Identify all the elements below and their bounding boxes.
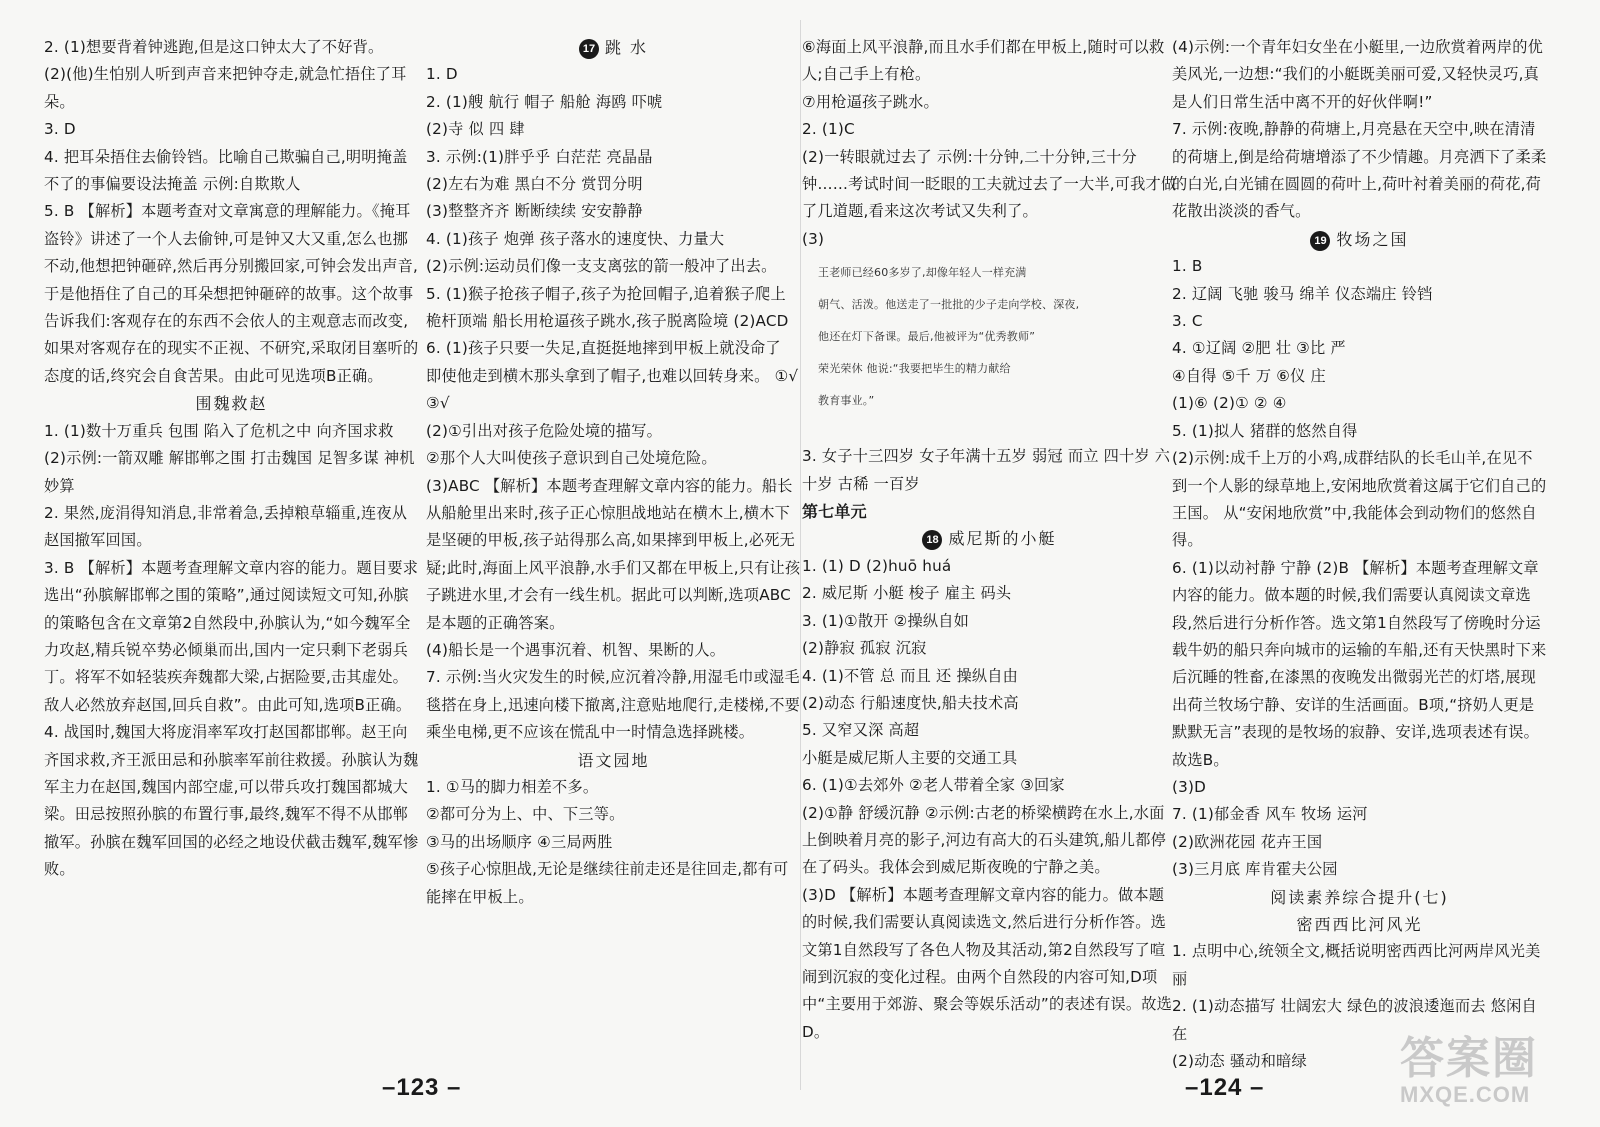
proofreading-figure <box>818 257 1148 437</box>
figure-line: 教育事业。” <box>818 394 875 408</box>
lesson-number-badge: 19 <box>1310 231 1330 251</box>
answer-line: 2. (1)动态描写 壮阔宏大 绿色的波浪逶迤而去 悠闲自在 <box>1172 997 1537 1043</box>
answer-line: (4)示例:一个青年妇女坐在小艇里,一边欣赏着两岸的优美风光,一边想:“我们的小艇既美丽可爱,又轻快灵巧,真是人们日常生活中离不开的好伙伴啊!” <box>1172 38 1543 111</box>
answer-line: ②那个人大叫使孩子意识到自己处境危险。 <box>426 449 717 468</box>
answer-line: (2)寺 似 四 肆 <box>426 120 525 139</box>
lesson-number-badge: 18 <box>922 530 942 550</box>
answer-line: 5. 又窄又深 高超 <box>802 721 920 740</box>
page-number-right: –124 – <box>1185 1074 1265 1101</box>
answer-line: 4. (1)不管 总 而且 还 操纵自由 <box>802 666 1019 685</box>
section-heading <box>44 390 419 417</box>
right-column-1 <box>802 34 1177 1084</box>
answer-line: ⑥海面上风平浪静,而且水手们都在甲板上,随时可以救人;自己手上有枪。 <box>802 38 1165 84</box>
section-subheading: 密西西比河风光 <box>1296 915 1423 934</box>
section-heading-text: 跳 水 <box>604 38 649 57</box>
answer-line: (2)示例:一箭双雕 解邯郸之围 打击魏国 足智多谋 神机妙算 <box>44 449 415 495</box>
section-heading <box>802 525 1177 552</box>
answer-line: (3)D <box>1172 777 1207 796</box>
answer-line: 2. 果然,庞涓得知消息,非常着急,丢掉粮草辎重,连夜从赵国撤军回国。 <box>44 503 408 550</box>
answer-line: (2)动态 行船速度快,船夫技术高 <box>802 693 1019 712</box>
lesson-number-badge: 17 <box>579 39 599 59</box>
answer-line: (2)①引出对孩子危险处境的描写。 <box>426 421 662 440</box>
answer-line: (2)示例:运动员们像一支支离弦的箭一般冲了出去。 <box>426 257 777 276</box>
answer-line: ④自得 ⑤千 万 ⑥仪 庄 <box>1172 366 1326 385</box>
watermark-text: 答案圈 <box>1400 1034 1538 1083</box>
answer-line: 2. (1)C <box>802 120 855 139</box>
page-right <box>800 0 1600 1127</box>
answer-line: (2)示例:成千上万的小鸡,成群结队的长毛山羊,在见不到一个人影的绿草地上,安闲地欣赏着这属于它们自己的王国。 从“安闲地欣赏”中,我能体会到动物们的悠然自得。 <box>1172 449 1547 550</box>
answer-line: (4)船长是一个遇事沉着、机智、果断的人。 <box>426 640 726 659</box>
figure-line: 荣光荣休 他说:“我要把毕生的精力献给 <box>818 362 1011 376</box>
answer-line: 7. 示例:当火灾发生的时候,应沉着冷静,用湿毛巾或湿毛毯搭在身上,迅速向楼下撤离,注意贴地爬行,走楼梯,不要乘坐电梯,更不应该在慌乱中一时情急选择跳楼。 <box>426 668 801 742</box>
answer-line: (2)左右为难 黑白不分 赏罚分明 <box>426 175 643 194</box>
section-heading <box>1172 884 1547 911</box>
left-column-2 <box>426 34 801 1084</box>
answer-line: (2)动态 骚动和暗绿 <box>1172 1052 1307 1071</box>
answer-line: 2. (1)艘 航行 帽子 船舱 海鸥 吓唬 <box>426 92 663 111</box>
answer-line: 7. 示例:夜晚,静静的荷塘上,月亮悬在天空中,映在清清的荷塘上,倒是给荷塘增添了不少情趣。月亮洒下了柔柔的白光,白光铺在圆圆的荷叶上,荷叶衬着美丽的荷花,荷花散出淡淡的香气。 <box>1172 120 1547 221</box>
figure-line: 朝气、活泼。他送走了一批批的少子走向学校、深夜, <box>818 298 1080 312</box>
answer-line: (3)ABC 【解析】本题考查理解文章内容的能力。船长从船舱里出来时,孩子正心惊胆战地站在横木上,横木下是坚硬的甲板,孩子站得那么高,如果摔到甲板上,必死无疑;此时,海面上风平浪静,水手们又都在甲板上,只有让孩子跳进水里,才会有一线生机。据此可以判断,选项ABC是本题的正确答案。 <box>426 476 801 632</box>
unit-title: 第七单元 <box>802 502 867 522</box>
answer-line: 3. 示例:(1)胖乎乎 白茫茫 亮晶晶 <box>426 147 653 166</box>
answer-line: 4. ①辽阔 ②肥 壮 ③比 严 <box>1172 339 1346 358</box>
section-heading-text: 围魏救赵 <box>195 394 268 414</box>
answer-line: 5. (1)拟人 猪群的悠然自得 <box>1172 421 1358 440</box>
watermark-logo <box>1400 1022 1590 1107</box>
answer-line: ③马的出场顺序 ④三局两胜 <box>426 832 613 851</box>
section-heading <box>1172 226 1547 253</box>
right-column-2 <box>1172 34 1547 1084</box>
section-heading <box>426 34 801 61</box>
answer-line: 6. (1)孩子只要一失足,直挺挺地摔到甲板上就没命了 即使他走到横木那头拿到了帽子,也难以回转身来。 ①√ ③√ <box>426 339 799 413</box>
answer-line: 1. 点明中心,统领全文,概括说明密西西比河两岸风光美丽 <box>1172 942 1541 988</box>
answer-line: (2)(他)生怕别人听到声音来把钟夺走,就急忙捂住了耳朵。 <box>44 65 407 111</box>
answer-line: 3. 女子十三四岁 女子年满十五岁 弱冠 而立 四十岁 六十岁 古稀 一百岁 <box>802 447 1171 493</box>
answer-line: 1. (1)数十万重兵 包围 陷入了危机之中 向齐国求救 <box>44 421 394 440</box>
answer-line: (3)三月底 库肯霍夫公园 <box>1172 860 1338 879</box>
answer-line: (2)一转眼就过去了 示例:十分钟,二十分钟,三十分钟……考试时间一眨眼的工夫就过去了一大半,可我才做了几道题,看来这次考试又失利了。 <box>802 147 1177 221</box>
answer-line: 4. 把耳朵捂住去偷铃铛。比喻自己欺骗自己,明明掩盖不了的事偏要设法掩盖 示例:自欺欺人 <box>44 147 408 194</box>
answer-line: 3. B 【解析】本题考查理解文章内容的能力。题目要求选出“孙膑解邯郸之围的策略”,通过阅读短文可知,孙膑的策略包含在文章第2自然段中,孙膑认为,“如今魏军全力攻赵,精兵锐卒势必倾巢而出,国内一定只剩下老弱兵丁。将军不如轻装疾奔魏都大梁,占据险要,击其虚处。敌人必然放弃赵国,回兵自救”。由此可知,选项B正确。 <box>44 558 419 714</box>
answer-line: 小艇是威尼斯人主要的交通工具 <box>802 748 1018 767</box>
answer-line: 4. (1)孩子 炮弹 孩子落水的速度快、力量大 <box>426 229 725 248</box>
answer-line: 3. D <box>44 120 76 139</box>
answer-line: 6. (1)以动衬静 宁静 (2)B 【解析】本题考查理解文章内容的能力。做本题的时候,我们需要认真阅读文章选段,然后进行分析作答。选文第1自然段写了傍晚时分运载牛奶的船只奔向城市的运输的车船,还有天快黑时下来后沉睡的牲畜,在漆黑的夜晚发出微弱光芒的灯塔,展现出荷兰牧场宁静、安详的生活画面。B项,“挤奶人更是默默无言”表现的是牧场的寂静、安详,选项表述有误。故选B。 <box>1172 558 1547 769</box>
left-column-1 <box>44 34 419 1084</box>
figure-line: 王老师已经60多岁了,却像年轻人一样充满 <box>818 266 1027 280</box>
answer-line: 3. (1)①散开 ②操纵自如 <box>802 611 970 630</box>
section-heading-text: 威尼斯的小艇 <box>948 529 1057 549</box>
answer-line: 4. 战国时,魏国大将庞涓率军攻打赵国都邯郸。赵王向齐国求救,齐王派田忌和孙膑率军前往救援。孙膑认为魏军主力在赵国,魏国内部空虚,可以带兵攻打魏国都城大梁。田忌按照孙膑的布置行事,最终,魏军不得不从邯郸撤军。孙膑在魏军回国的必经之地设伏截击魏军,魏军惨败。 <box>44 723 419 879</box>
watermark-url: MXQE.COM <box>1400 1082 1531 1107</box>
section-heading-text: 阅读素养综合提升(七) <box>1270 887 1449 907</box>
answer-line: (1)⑥ (2)① ② ④ <box>1172 394 1287 413</box>
answer-line: 5. (1)猴子抢孩子帽子,孩子为抢回帽子,追着猴子爬上桅杆顶端 船长用枪逼孩子跳水,孩子脱离险境 (2)ACD <box>426 284 789 331</box>
answer-line: (3)整整齐齐 断断续续 安安静静 <box>426 202 643 221</box>
answer-line: (2)①静 舒缓沉静 ②示例:古老的桥梁横跨在水上,水面上倒映着月亮的影子,河边有高大的石头建筑,船儿都停在了码头。我体会到威尼斯夜晚的宁静之美。 <box>802 803 1166 877</box>
answer-line: 3. C <box>1172 312 1203 331</box>
answer-line: (2)欧洲花园 花卉王国 <box>1172 832 1323 851</box>
answer-line: 5. B 【解析】本题考查对文章寓意的理解能力。《掩耳盗铃》讲述了一个人去偷钟,可是钟又大又重,怎么也挪不动,他想把钟砸碎,然后再分别搬回家,可钟会发出声音,于是他捂住了自己的耳朵想把钟砸碎的故事。这个故事告诉我们:客观存在的东西不会依人的主观意志而改变,如果对客观存在的现实不正视、不研究,采取闭目塞听的态度的话,终究会自食苦果。由此可见选项B正确。 <box>44 202 419 385</box>
answer-line: 7. (1)郁金香 风车 牧场 运河 <box>1172 805 1368 824</box>
section-heading <box>426 747 801 774</box>
answer-line: 1. D <box>426 65 458 84</box>
answer-line: 2. 威尼斯 小艇 梭子 雇主 码头 <box>802 584 1012 603</box>
page-number-left: –123 – <box>382 1074 462 1101</box>
answer-line: 2. 辽阔 飞驰 骏马 绵羊 仪态端庄 铃铛 <box>1172 284 1433 303</box>
section-heading-text: 语文园地 <box>577 750 650 770</box>
answer-line: (2)静寂 孤寂 沉寂 <box>802 639 927 658</box>
section-heading-text: 牧场之国 <box>1336 229 1409 249</box>
answer-line: ②都可分为上、中、下三等。 <box>426 805 625 824</box>
figure-line: 他还在灯下备课。最后,他被评为“优秀教师” <box>818 330 1036 344</box>
answer-line: 1. (1) D (2)huō huá <box>802 556 952 575</box>
answer-line: 2. (1)想要背着钟逃跑,但是这口钟太大了不好背。 <box>44 38 384 56</box>
answer-line: 1. ①马的脚力相差不多。 <box>426 777 599 796</box>
answer-line: 1. B <box>1172 257 1203 276</box>
answer-line: (3)D 【解析】本题考查理解文章内容的能力。做本题的时候,我们需要认真阅读选文,然后进行分析作答。选文第1自然段写了各色人物及其活动,第2自然段写了喧闹到沉寂的变化过程。由两个自然段的内容可知,D项中“主要用于郊游、聚会等娱乐活动”的表述有误。故选D。 <box>802 885 1173 1041</box>
answer-line: ⑦用枪逼孩子跳水。 <box>802 92 939 111</box>
answer-line: ⑤孩子心惊胆战,无论是继续往前走还是往回走,都有可能摔在甲板上。 <box>426 860 789 906</box>
answer-line: 6. (1)①去郊外 ②老人带着全家 ③回家 <box>802 776 1065 795</box>
answer-line: (3) <box>802 229 825 248</box>
